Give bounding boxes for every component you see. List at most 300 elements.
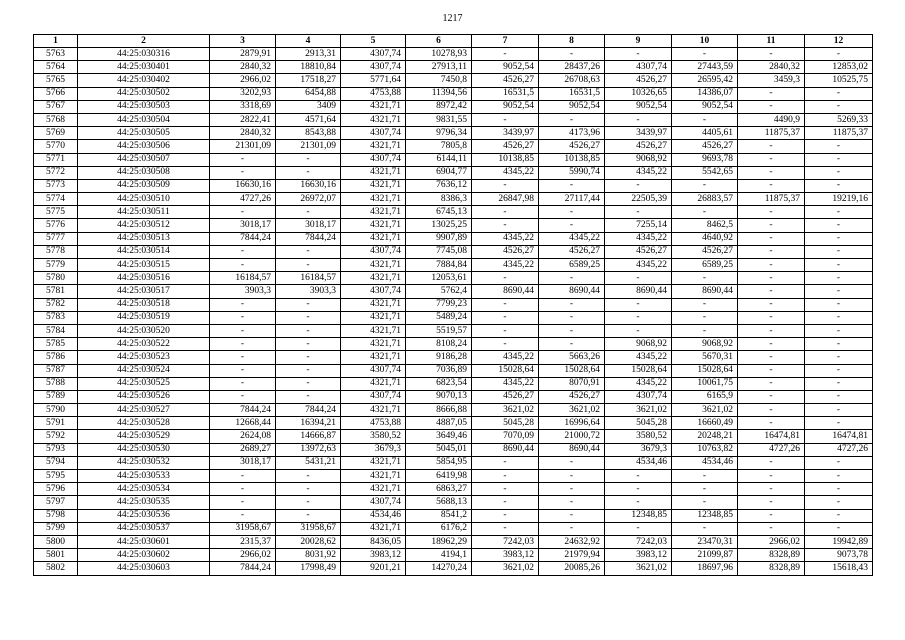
table-cell: - bbox=[539, 48, 605, 61]
table-cell: - bbox=[805, 509, 873, 522]
table-cell: - bbox=[276, 311, 341, 324]
table-cell: 8690,44 bbox=[472, 443, 539, 456]
table-cell: 5798 bbox=[34, 509, 78, 522]
column-header: 1 bbox=[34, 35, 78, 48]
table-cell: 4887,05 bbox=[406, 417, 472, 430]
table-cell: - bbox=[605, 311, 672, 324]
table-cell: 15618,43 bbox=[805, 562, 873, 575]
table-cell: - bbox=[605, 470, 672, 483]
table-cell: 5802 bbox=[34, 562, 78, 575]
table-cell: - bbox=[805, 140, 873, 153]
table-cell: 16531,5 bbox=[539, 87, 605, 100]
table-cell: - bbox=[738, 470, 805, 483]
table-cell: 10138,85 bbox=[539, 153, 605, 166]
table-row bbox=[34, 245, 873, 258]
table-cell: - bbox=[672, 272, 738, 285]
table-cell: 4753,88 bbox=[341, 87, 406, 100]
table-cell: 4526,27 bbox=[672, 140, 738, 153]
table-cell: - bbox=[738, 272, 805, 285]
table-cell: 5431,21 bbox=[276, 456, 341, 469]
table-cell: 5777 bbox=[34, 232, 78, 245]
table-cell: - bbox=[472, 113, 539, 126]
table-cell: 10138,85 bbox=[472, 153, 539, 166]
table-cell: 5519,57 bbox=[406, 324, 472, 337]
table-cell: 5783 bbox=[34, 311, 78, 324]
table-row bbox=[34, 48, 873, 61]
table-cell: 10278,93 bbox=[406, 48, 472, 61]
table-cell: - bbox=[539, 272, 605, 285]
table-cell: 8690,44 bbox=[539, 443, 605, 456]
table-cell: 27913,11 bbox=[406, 61, 472, 74]
table-cell: 8690,44 bbox=[605, 285, 672, 298]
table-cell: 2315,37 bbox=[210, 535, 276, 548]
table-cell: - bbox=[472, 298, 539, 311]
table-cell: 2879,91 bbox=[210, 48, 276, 61]
table-cell: 5670,31 bbox=[672, 351, 738, 364]
table-cell: 21301,09 bbox=[210, 140, 276, 153]
table-cell: 44:25:030402 bbox=[78, 74, 210, 87]
table-cell: 16996,64 bbox=[539, 417, 605, 430]
table-row bbox=[34, 100, 873, 113]
table-cell: - bbox=[805, 470, 873, 483]
table-cell: - bbox=[605, 272, 672, 285]
table-cell: - bbox=[210, 496, 276, 509]
table-cell: 7799,23 bbox=[406, 298, 472, 311]
table-cell: - bbox=[472, 311, 539, 324]
table-cell: 5791 bbox=[34, 417, 78, 430]
column-header: 8 bbox=[539, 35, 605, 48]
table-row bbox=[34, 140, 873, 153]
table-cell: 3679,3 bbox=[341, 443, 406, 456]
table-cell: 19219,16 bbox=[805, 193, 873, 206]
table-cell: 16630,16 bbox=[210, 179, 276, 192]
table-cell: - bbox=[210, 351, 276, 364]
table-cell: - bbox=[805, 259, 873, 272]
table-cell: 5767 bbox=[34, 100, 78, 113]
table-row bbox=[34, 496, 873, 509]
table-cell: 4321,71 bbox=[341, 311, 406, 324]
table-cell: - bbox=[738, 404, 805, 417]
table-row bbox=[34, 377, 873, 390]
table-cell: 6176,2 bbox=[406, 522, 472, 535]
table-cell: 20028,62 bbox=[276, 535, 341, 548]
table-cell: 4526,27 bbox=[539, 390, 605, 403]
table-cell: - bbox=[472, 48, 539, 61]
table-cell: 3318,69 bbox=[210, 100, 276, 113]
table-cell: - bbox=[276, 377, 341, 390]
table-cell: - bbox=[276, 298, 341, 311]
table-cell: 5045,01 bbox=[406, 443, 472, 456]
table-cell: - bbox=[605, 206, 672, 219]
table-cell: 16531,5 bbox=[472, 87, 539, 100]
table-row bbox=[34, 549, 873, 562]
table-cell: 3983,12 bbox=[341, 549, 406, 562]
table-cell: 24632,92 bbox=[539, 535, 605, 548]
table-cell: 44:25:030524 bbox=[78, 364, 210, 377]
table-cell: - bbox=[276, 338, 341, 351]
table-cell: 14386,07 bbox=[672, 87, 738, 100]
column-header: 9 bbox=[605, 35, 672, 48]
table-cell: 8690,44 bbox=[472, 285, 539, 298]
table-cell: 44:25:030514 bbox=[78, 245, 210, 258]
table-cell: 27443,59 bbox=[672, 61, 738, 74]
table-cell: - bbox=[738, 364, 805, 377]
table-cell: 17998,49 bbox=[276, 562, 341, 575]
table-cell: 9052,54 bbox=[539, 100, 605, 113]
table-cell: 44:25:030517 bbox=[78, 285, 210, 298]
table-cell: 3679,3 bbox=[605, 443, 672, 456]
table-cell: 5774 bbox=[34, 193, 78, 206]
table-cell: 17518,27 bbox=[276, 74, 341, 87]
table-cell: - bbox=[472, 338, 539, 351]
table-cell: - bbox=[210, 298, 276, 311]
table-cell: - bbox=[539, 179, 605, 192]
table-cell: 44:25:030316 bbox=[78, 48, 210, 61]
table-cell: 8690,44 bbox=[539, 285, 605, 298]
table-cell: - bbox=[738, 179, 805, 192]
table-cell: - bbox=[738, 285, 805, 298]
table-cell: - bbox=[539, 113, 605, 126]
table-cell: - bbox=[210, 324, 276, 337]
table-cell: 5663,26 bbox=[539, 351, 605, 364]
table-cell: 44:25:030518 bbox=[78, 298, 210, 311]
table-cell: 5688,13 bbox=[406, 496, 472, 509]
table-cell: 9068,92 bbox=[672, 338, 738, 351]
table-cell: - bbox=[210, 259, 276, 272]
table-cell: 44:25:030504 bbox=[78, 113, 210, 126]
table-cell: 18962,29 bbox=[406, 535, 472, 548]
table-cell: - bbox=[539, 311, 605, 324]
table-cell: 4321,71 bbox=[341, 219, 406, 232]
table-cell: 44:25:030532 bbox=[78, 456, 210, 469]
table-cell: - bbox=[539, 483, 605, 496]
table-cell: 3903,3 bbox=[210, 285, 276, 298]
table-cell: 4727,26 bbox=[210, 193, 276, 206]
table-cell: - bbox=[672, 113, 738, 126]
table-cell: 3621,02 bbox=[472, 562, 539, 575]
table-cell: 4321,71 bbox=[341, 324, 406, 337]
table-cell: 5797 bbox=[34, 496, 78, 509]
table-cell: - bbox=[805, 285, 873, 298]
table-cell: 3459,3 bbox=[738, 74, 805, 87]
table-cell: - bbox=[805, 338, 873, 351]
table-cell: - bbox=[605, 483, 672, 496]
table-cell: 12348,85 bbox=[605, 509, 672, 522]
table-cell: 4307,74 bbox=[341, 245, 406, 258]
table-cell: - bbox=[472, 470, 539, 483]
table-cell: 28437,26 bbox=[539, 61, 605, 74]
table-cell: - bbox=[738, 87, 805, 100]
table-cell: 3439,97 bbox=[605, 127, 672, 140]
table-cell: 11394,56 bbox=[406, 87, 472, 100]
table-cell: - bbox=[805, 219, 873, 232]
table-cell: 26883,57 bbox=[672, 193, 738, 206]
table-cell: - bbox=[738, 417, 805, 430]
table-cell: 3621,02 bbox=[605, 562, 672, 575]
table-cell: 26847,98 bbox=[472, 193, 539, 206]
table-cell: 8328,89 bbox=[738, 562, 805, 575]
table-cell: - bbox=[276, 166, 341, 179]
table-cell: 4526,27 bbox=[605, 140, 672, 153]
table-cell: - bbox=[738, 496, 805, 509]
table-cell: 44:25:030512 bbox=[78, 219, 210, 232]
table-cell: 5790 bbox=[34, 404, 78, 417]
table-cell: - bbox=[738, 509, 805, 522]
table-cell: 5489,24 bbox=[406, 311, 472, 324]
table-cell: - bbox=[210, 390, 276, 403]
table-cell: - bbox=[210, 166, 276, 179]
table-cell: 10763,82 bbox=[672, 443, 738, 456]
table-cell: 44:25:030511 bbox=[78, 206, 210, 219]
table-cell: 7844,24 bbox=[210, 562, 276, 575]
table-cell: 4321,71 bbox=[341, 470, 406, 483]
table-cell: 44:25:030534 bbox=[78, 483, 210, 496]
table-cell: 18697,96 bbox=[672, 562, 738, 575]
table-cell: 4321,71 bbox=[341, 456, 406, 469]
table-cell: 8108,24 bbox=[406, 338, 472, 351]
table-cell: 4307,74 bbox=[341, 153, 406, 166]
table-cell: - bbox=[805, 351, 873, 364]
table-row bbox=[34, 179, 873, 192]
table-cell: - bbox=[472, 272, 539, 285]
table-row bbox=[34, 324, 873, 337]
table-cell: - bbox=[210, 509, 276, 522]
table-cell: - bbox=[472, 496, 539, 509]
table-cell: 4194,1 bbox=[406, 549, 472, 562]
table-cell: - bbox=[738, 100, 805, 113]
table-cell: 9068,92 bbox=[605, 153, 672, 166]
table-cell: 4526,27 bbox=[472, 140, 539, 153]
table-cell: - bbox=[539, 338, 605, 351]
table-cell: 27117,44 bbox=[539, 193, 605, 206]
table-row bbox=[34, 153, 873, 166]
table-cell: - bbox=[539, 456, 605, 469]
table-cell: - bbox=[210, 338, 276, 351]
table-row bbox=[34, 364, 873, 377]
table-cell: 7805,8 bbox=[406, 140, 472, 153]
table-cell: 7255,14 bbox=[605, 219, 672, 232]
table-cell: - bbox=[738, 522, 805, 535]
table-cell: 9693,78 bbox=[672, 153, 738, 166]
table-cell: 2966,02 bbox=[210, 549, 276, 562]
table-cell: 4526,27 bbox=[472, 74, 539, 87]
table-cell: 14270,24 bbox=[406, 562, 472, 575]
table-cell: 4321,71 bbox=[341, 338, 406, 351]
table-cell: 4307,74 bbox=[341, 390, 406, 403]
table-cell: - bbox=[738, 153, 805, 166]
table-cell: 7745,08 bbox=[406, 245, 472, 258]
table-cell: 44:25:030535 bbox=[78, 496, 210, 509]
table-cell: 5779 bbox=[34, 259, 78, 272]
table-cell: 4345,22 bbox=[605, 166, 672, 179]
table-cell: 4345,22 bbox=[472, 232, 539, 245]
table-cell: - bbox=[805, 364, 873, 377]
table-cell: 7844,24 bbox=[276, 232, 341, 245]
table-cell: 5763 bbox=[34, 48, 78, 61]
table-cell: 8972,42 bbox=[406, 100, 472, 113]
table-cell: 8666,88 bbox=[406, 404, 472, 417]
table-cell: 8328,89 bbox=[738, 549, 805, 562]
table-cell: 4321,71 bbox=[341, 522, 406, 535]
table-row bbox=[34, 298, 873, 311]
table-cell: - bbox=[276, 390, 341, 403]
table-cell: 4307,74 bbox=[341, 127, 406, 140]
table-cell: 9052,54 bbox=[605, 100, 672, 113]
table-cell: 14666,87 bbox=[276, 430, 341, 443]
table-cell: 5775 bbox=[34, 206, 78, 219]
table-cell: 44:25:030505 bbox=[78, 127, 210, 140]
table-cell: 15028,64 bbox=[605, 364, 672, 377]
table-cell: - bbox=[805, 522, 873, 535]
table-cell: - bbox=[805, 166, 873, 179]
table-cell: 44:25:030536 bbox=[78, 509, 210, 522]
table-cell: 8543,88 bbox=[276, 127, 341, 140]
table-cell: - bbox=[738, 390, 805, 403]
table-cell: 5771 bbox=[34, 153, 78, 166]
table-cell: - bbox=[672, 470, 738, 483]
table-cell: 5782 bbox=[34, 298, 78, 311]
table-cell: 44:25:030507 bbox=[78, 153, 210, 166]
table-cell: - bbox=[738, 48, 805, 61]
table-cell: 5784 bbox=[34, 324, 78, 337]
table-cell: - bbox=[805, 324, 873, 337]
table-row bbox=[34, 219, 873, 232]
table-cell: 4490,9 bbox=[738, 113, 805, 126]
table-cell: - bbox=[738, 166, 805, 179]
table-cell: 4405,61 bbox=[672, 127, 738, 140]
table-cell: - bbox=[605, 113, 672, 126]
table-cell: 9796,34 bbox=[406, 127, 472, 140]
table-cell: 44:25:030503 bbox=[78, 100, 210, 113]
table-cell: - bbox=[805, 87, 873, 100]
table-cell: 8690,44 bbox=[672, 285, 738, 298]
table-cell: - bbox=[210, 311, 276, 324]
table-cell: 15028,64 bbox=[539, 364, 605, 377]
table-cell: - bbox=[210, 377, 276, 390]
table-cell: 8070,91 bbox=[539, 377, 605, 390]
table-row bbox=[34, 404, 873, 417]
table-cell: 16184,57 bbox=[210, 272, 276, 285]
table-cell: 5787 bbox=[34, 364, 78, 377]
table-cell: 4526,27 bbox=[672, 245, 738, 258]
table-cell: 26708,63 bbox=[539, 74, 605, 87]
table-cell: 4321,71 bbox=[341, 166, 406, 179]
table-cell: - bbox=[210, 483, 276, 496]
table-cell: 3409 bbox=[276, 100, 341, 113]
table-cell: - bbox=[672, 522, 738, 535]
table-cell: 4526,27 bbox=[472, 390, 539, 403]
table-cell: 9907,89 bbox=[406, 232, 472, 245]
table-cell: - bbox=[738, 245, 805, 258]
table-cell: 6904,77 bbox=[406, 166, 472, 179]
table-cell: 8541,2 bbox=[406, 509, 472, 522]
table-body bbox=[34, 48, 873, 576]
table-cell: 4727,26 bbox=[738, 443, 805, 456]
table-cell: 18810,84 bbox=[276, 61, 341, 74]
table-cell: 5045,28 bbox=[472, 417, 539, 430]
table-cell: 6419,98 bbox=[406, 470, 472, 483]
table-cell: - bbox=[472, 324, 539, 337]
table-cell: 5781 bbox=[34, 285, 78, 298]
table-cell: 4307,74 bbox=[341, 48, 406, 61]
table-cell: 44:25:030508 bbox=[78, 166, 210, 179]
table-cell: - bbox=[472, 483, 539, 496]
table-cell: 4321,71 bbox=[341, 377, 406, 390]
table-cell: 3580,52 bbox=[605, 430, 672, 443]
table-cell: - bbox=[738, 311, 805, 324]
table-cell: - bbox=[805, 311, 873, 324]
table-cell: 8436,05 bbox=[341, 535, 406, 548]
column-header: 3 bbox=[210, 35, 276, 48]
table-cell: - bbox=[805, 153, 873, 166]
table-cell: 5778 bbox=[34, 245, 78, 258]
table-cell: - bbox=[276, 206, 341, 219]
table-cell: 10326,65 bbox=[605, 87, 672, 100]
table-cell: 15028,64 bbox=[672, 364, 738, 377]
table-cell: 4526,27 bbox=[605, 245, 672, 258]
table-cell: 12853,02 bbox=[805, 61, 873, 74]
table-cell: - bbox=[210, 206, 276, 219]
table-cell: - bbox=[539, 470, 605, 483]
table-cell: 5762,4 bbox=[406, 285, 472, 298]
table-cell: 2966,02 bbox=[210, 74, 276, 87]
table-cell: 4321,71 bbox=[341, 100, 406, 113]
table-cell: - bbox=[276, 351, 341, 364]
table-cell: 3439,97 bbox=[472, 127, 539, 140]
table-cell: 3621,02 bbox=[539, 404, 605, 417]
table-cell: 44:25:030513 bbox=[78, 232, 210, 245]
table-cell: 31958,67 bbox=[276, 522, 341, 535]
table-cell: 5794 bbox=[34, 456, 78, 469]
table-cell: 8031,92 bbox=[276, 549, 341, 562]
table-cell: 5795 bbox=[34, 470, 78, 483]
table-cell: 9052,54 bbox=[472, 61, 539, 74]
table-cell: 16184,57 bbox=[276, 272, 341, 285]
table-cell: - bbox=[805, 48, 873, 61]
table-cell: 4345,22 bbox=[472, 259, 539, 272]
table-cell: 44:25:030516 bbox=[78, 272, 210, 285]
table-cell: 2840,32 bbox=[210, 127, 276, 140]
table-row bbox=[34, 87, 873, 100]
column-header: 5 bbox=[341, 35, 406, 48]
table-cell: - bbox=[276, 153, 341, 166]
table-cell: - bbox=[738, 232, 805, 245]
table-cell: 5764 bbox=[34, 61, 78, 74]
table-cell: 5786 bbox=[34, 351, 78, 364]
table-cell: 5766 bbox=[34, 87, 78, 100]
table-cell: 44:25:030401 bbox=[78, 61, 210, 74]
table-cell: 6589,25 bbox=[539, 259, 605, 272]
table-cell: - bbox=[472, 522, 539, 535]
table-cell: 3621,02 bbox=[472, 404, 539, 417]
table-cell: 4345,22 bbox=[472, 166, 539, 179]
table-cell: 44:25:030515 bbox=[78, 259, 210, 272]
table-cell: 44:25:030527 bbox=[78, 404, 210, 417]
table-row bbox=[34, 74, 873, 87]
table-cell: - bbox=[672, 324, 738, 337]
table-cell: - bbox=[805, 496, 873, 509]
table-cell: - bbox=[276, 483, 341, 496]
table-cell: 4307,74 bbox=[605, 61, 672, 74]
table-cell: 11875,37 bbox=[738, 193, 805, 206]
column-header: 12 bbox=[805, 35, 873, 48]
table-cell: - bbox=[276, 509, 341, 522]
table-cell: 4345,22 bbox=[605, 232, 672, 245]
table-cell: - bbox=[672, 483, 738, 496]
table-cell: 7844,24 bbox=[210, 232, 276, 245]
table-cell: 44:25:030603 bbox=[78, 562, 210, 575]
table-cell: 11875,37 bbox=[805, 127, 873, 140]
